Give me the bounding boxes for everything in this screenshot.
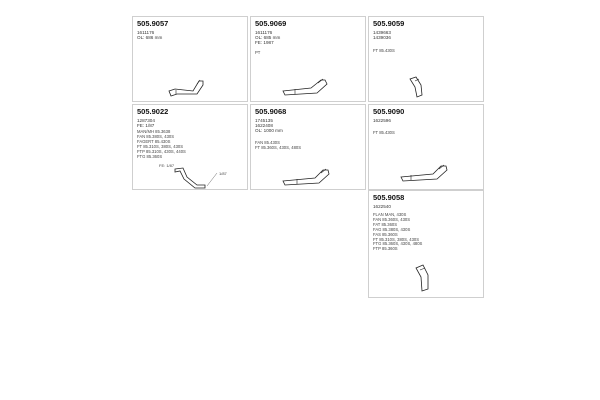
application-list xyxy=(137,130,186,159)
application-line: FTP 85.310S, 430S, 440S xyxy=(137,148,186,154)
overall-length: OL: 686 mm xyxy=(137,35,163,41)
application-list xyxy=(373,49,395,54)
fitment-note: FE: 1/87 xyxy=(137,123,155,129)
drawing-callout: FE: 1/87 xyxy=(159,163,175,168)
exhaust-pipe-drawing xyxy=(281,161,333,187)
exhaust-pipe-drawing xyxy=(413,263,435,293)
drawing-callout: 1/87 xyxy=(219,171,227,176)
application-line: FAN 85.430S xyxy=(255,140,280,145)
reference-code: 1622408 xyxy=(255,123,273,129)
part-number: 505.9090 xyxy=(373,107,405,116)
application-list xyxy=(373,213,422,252)
reference-code: 1439663 xyxy=(373,30,391,35)
exhaust-pipe-drawing xyxy=(281,71,331,97)
application-list xyxy=(373,131,395,136)
reference-list xyxy=(137,118,155,128)
part-number: 505.9022 xyxy=(137,107,169,116)
part-card-505-9057[interactable] xyxy=(132,16,248,102)
application-line: FAN 85.360S, 430S xyxy=(373,216,411,222)
exhaust-pipe-drawing xyxy=(167,73,207,99)
reference-code: 1287304 xyxy=(137,118,155,123)
exhaust-pipe-drawing xyxy=(399,157,451,183)
application-line: FT 85.430S xyxy=(373,130,395,135)
reference-code: 1622540 xyxy=(373,204,391,209)
part-number: 505.9057 xyxy=(137,19,169,28)
application-line: PT xyxy=(255,50,261,55)
application-line: FAG 85.380S, 430S xyxy=(373,226,411,232)
fitment-note: FE: 1987 xyxy=(255,40,274,46)
reference-list xyxy=(373,204,391,209)
part-card-505-9090[interactable] xyxy=(368,104,484,190)
application-line: FT 85.310S, 380S, 430S xyxy=(373,236,420,242)
application-line: FT 85.430S xyxy=(373,48,395,53)
application-line: FT 85.360S, 430S, 480S xyxy=(255,144,302,150)
overall-length: OL: 685 mm xyxy=(255,35,281,41)
overall-length: OL: 1000 mm xyxy=(255,128,283,134)
application-line: FLAN MAN, 430S xyxy=(373,212,407,217)
application-line: FAGERT 85.430S xyxy=(137,138,171,144)
reference-code: 1745135 xyxy=(255,118,273,123)
part-card-505-9022[interactable] xyxy=(132,104,248,190)
reference-list xyxy=(255,30,280,46)
part-card-505-9069[interactable] xyxy=(250,16,366,102)
part-number: 505.9058 xyxy=(373,193,405,202)
application-line: MAN/MH 85.3638 xyxy=(137,129,171,134)
part-card-505-9068[interactable] xyxy=(250,104,366,190)
application-list xyxy=(255,141,301,151)
application-line: FT 85.310S, 380S, 430S xyxy=(137,143,184,149)
reference-list xyxy=(373,30,391,40)
exhaust-pipe-drawing xyxy=(173,165,219,189)
reference-list xyxy=(137,30,162,40)
application-line: FTG 85.360S, 430S, 480S xyxy=(373,241,423,247)
application-line: FAT 85.360S xyxy=(373,221,398,227)
reference-code: 1611176 xyxy=(137,30,155,35)
application-line: FAN 85.380S, 430S xyxy=(137,133,175,139)
reference-code: 1622596 xyxy=(373,118,391,123)
reference-code: 1439036 xyxy=(373,35,391,41)
exhaust-pipe-drawing xyxy=(407,75,427,99)
application-line: FAS 85.360S xyxy=(373,231,398,237)
reference-code: 1611176 xyxy=(255,30,273,35)
reference-list xyxy=(373,118,391,123)
application-line: FTG 85.360S xyxy=(137,153,163,159)
application-list xyxy=(255,51,260,56)
part-number: 505.9069 xyxy=(255,19,287,28)
reference-list xyxy=(255,118,283,134)
application-line: FTP 85.360S xyxy=(373,246,398,252)
part-card-505-9059[interactable] xyxy=(368,16,484,102)
part-number: 505.9059 xyxy=(373,19,405,28)
part-number: 505.9068 xyxy=(255,107,287,116)
part-card-505-9058[interactable] xyxy=(368,190,484,298)
